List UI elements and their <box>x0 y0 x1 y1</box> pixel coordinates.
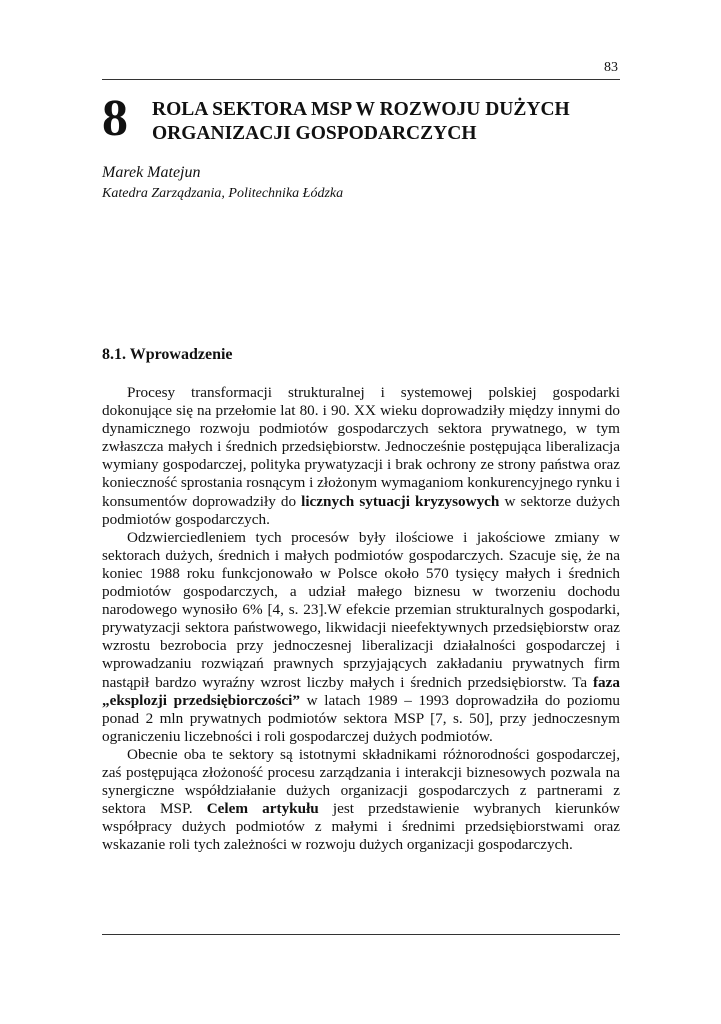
header-rule <box>102 79 620 80</box>
chapter-number: 8 <box>102 90 128 147</box>
emphasis-text: licznych sytuacji kryzysowych <box>301 492 500 510</box>
chapter-title-line-1: ROLA SEKTORA MSP W ROZWOJU DUŻYCH <box>152 99 570 120</box>
paragraph-text: jest przedstawienie wybranych kierunków współpracy dużych podmiotów z małymi i średnimi przedsiębiorstwami oraz wskazanie roli tych zależności w rozwoju dużych organizacji gospodarczych. <box>102 800 620 854</box>
body-text <box>102 384 620 854</box>
author-name: Marek Matejun <box>102 164 201 181</box>
paragraph-text: Procesy transformacji strukturalnej i systemowej polskiej gospodarki dokonujące się na przełomie lat 80. i 90. XX wieku doprowadziły między innymi do dynamicznego rozwoju podmiotów gospodarczych sektora prywatnego, w tym zwłaszcza małych i średnich przedsiębiorstw. Jednocześnie postępująca liberalizacja wymiany gospodarczej, polityka prywatyzacji i brak ochrony ze strony państwa oraz konieczność sprostania rosnącym i złożonym wymaganiom konkurencyjnego rynku i konsumentów doprowadziły do <box>102 384 620 510</box>
paragraph-1 <box>102 384 620 529</box>
emphasis-text: Celem artykułu <box>206 800 319 818</box>
chapter-title-line-2: ORGANIZACJI GOSPODARCZYCH <box>152 123 477 144</box>
emphasis-text: faza „eksplozji przedsiębiorczości” <box>102 673 620 709</box>
paragraph-text: w latach 1989 – 1993 doprowadziła do poziomu ponad 2 mln prywatnych podmiotów sektora MSP [7, s. 50], przy jednoczesnym ograniczeniu liczebności i roli gospodarczej dużych podmiotów. <box>102 691 620 745</box>
paragraph-text: Odzwierciedleniem tych procesów były ilościowe i jakościowe zmiany w sektorach dużych, średnich i małych podmiotów gospodarczych. Szacuje się, że na koniec 1988 roku funkcjonowało w Polsce około 570 tysięcy małych i średnich podmiotów gospodarczych, a udział małego biznesu w tworzeniu dochodu narodowego wynosiło 6% [4, s. 23].W efekcie przemian strukturalnych gospodarki, prywatyzacji sektora państwowego, likwidacji nieefektywnych przedsiębiorstw oraz wzrostu bezrobocia przy jednoczesnej liberalizacji działalności gospodarczej i wprowadzaniu rozwiązań prawnych sprzyjających zakładaniu prywatnych firm nastąpił bardzo wyraźny wzrost liczby małych i średnich przedsiębiorstw. Ta <box>102 528 620 691</box>
paragraph-3 <box>102 746 620 855</box>
section-heading: 8.1. Wprowadzenie <box>102 346 233 363</box>
paragraph-text: Obecnie oba te sektory są istotnymi składnikami różnorodności gospodarczej, zaś postępująca złożoność procesu zarządzania i interakcji biznesowych pozwala na synergiczne współdziałanie dużych organizacji gospodarczych z partnerami z sektora MSP. <box>102 745 620 818</box>
paragraph-text: w sektorze dużych podmiotów gospodarczych. <box>102 492 620 528</box>
footer-rule <box>102 934 620 935</box>
page-number: 83 <box>604 60 618 75</box>
author-affiliation: Katedra Zarządzania, Politechnika Łódzka <box>102 186 344 201</box>
paragraph-2 <box>102 529 620 746</box>
chapter-title <box>152 98 622 146</box>
